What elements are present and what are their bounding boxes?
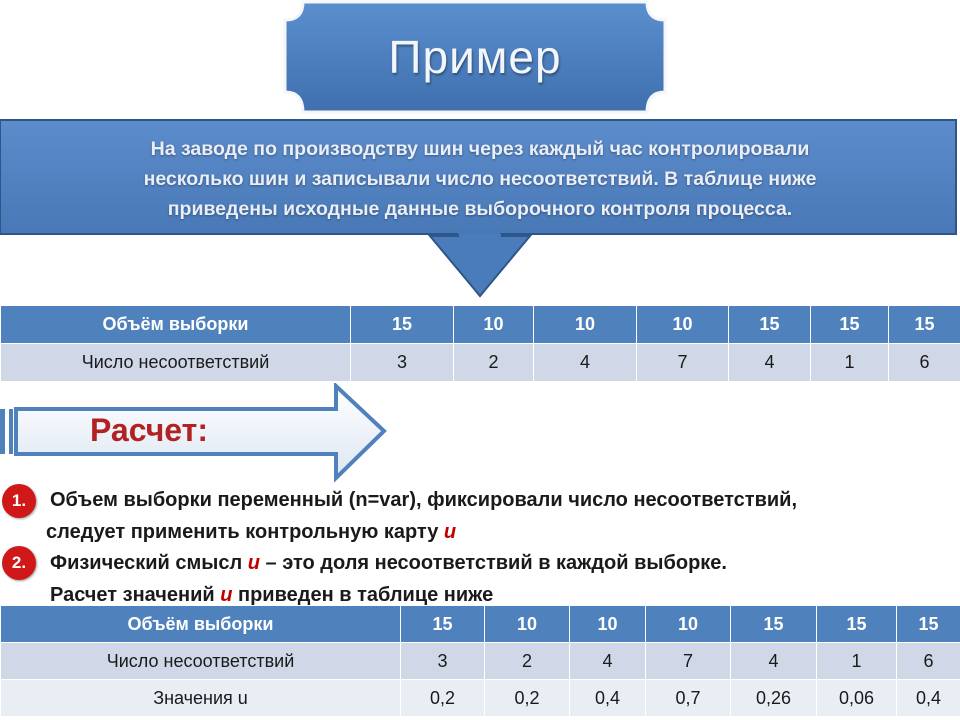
- table-cell: 15: [889, 306, 960, 344]
- table-cell: 1: [817, 643, 897, 680]
- table-cell: 0,7: [646, 680, 731, 717]
- table-cell: 15: [729, 306, 811, 344]
- page-title: Пример: [388, 31, 562, 83]
- row-label-sample-size: Объём выборки: [1, 606, 401, 643]
- point-2-line-2-post: приведен в таблице ниже: [232, 584, 494, 606]
- table-cell: 10: [534, 306, 637, 344]
- problem-line-2: несколько шин и записывали число несоответствий. В таблице ниже: [143, 168, 817, 190]
- row-label-sample-size: Объём выборки: [1, 306, 351, 344]
- point-2-badge: 2.: [2, 546, 36, 580]
- table-cell: 3: [351, 344, 454, 382]
- table-cell: 15: [811, 306, 889, 344]
- table-cell: 0,06: [817, 680, 897, 717]
- table-row: [1, 643, 960, 680]
- table-cell: 2: [485, 643, 570, 680]
- problem-line-3: приведены исходные данные выборочного контроля процесса.: [167, 198, 793, 220]
- point-2-line-1: [50, 552, 727, 575]
- table-cell: 6: [897, 643, 960, 680]
- table-cell: 7: [637, 344, 729, 382]
- table-cell: 2: [454, 344, 534, 382]
- point-1-line-1: Объем выборки переменный (n=var), фиксировали число несоответствий,: [50, 489, 798, 511]
- table-cell: 0,4: [570, 680, 646, 717]
- table-cell: 10: [485, 606, 570, 643]
- table-cell: 15: [731, 606, 817, 643]
- u-symbol: u: [443, 521, 457, 543]
- point-1-badge: 1.: [2, 484, 36, 518]
- table-cell: 0,2: [485, 680, 570, 717]
- table-cell: 10: [646, 606, 731, 643]
- table-cell: 15: [401, 606, 485, 643]
- point-2-line-2-pre: Расчет значений: [50, 584, 221, 606]
- table-cell: 10: [454, 306, 534, 344]
- calc-label: Расчет:: [90, 412, 208, 448]
- table-cell: 6: [889, 344, 960, 382]
- table-cell: 15: [351, 306, 454, 344]
- point-2-line-1-post: – это доля несоответствий в каждой выборке.: [259, 552, 727, 574]
- problem-callout: [0, 118, 960, 300]
- table-row: [1, 680, 960, 717]
- row-label-nonconformities: Число несоответствий: [1, 344, 351, 382]
- u-symbol: u: [247, 552, 260, 574]
- table-row: [1, 606, 960, 643]
- row-label-nonconformities: Число несоответствий: [1, 643, 401, 680]
- table-cell: 10: [570, 606, 646, 643]
- table-cell: 1: [811, 344, 889, 382]
- point-2-line-1-pre: Физический смысл: [50, 552, 248, 574]
- table-row: [1, 306, 960, 344]
- table-cell: 15: [897, 606, 960, 643]
- table-cell: 0,2: [401, 680, 485, 717]
- point-1-line-2: [46, 521, 456, 544]
- table-row: [1, 344, 960, 382]
- u-symbol: u: [220, 584, 233, 606]
- table-cell: 4: [570, 643, 646, 680]
- point-2-line-2: [50, 584, 493, 607]
- point-1-line-2-text: следует применить контрольную карту: [46, 521, 444, 543]
- problem-text: [20, 134, 940, 224]
- source-data-table: [0, 305, 960, 382]
- table-cell: 0,26: [731, 680, 817, 717]
- table-cell: 3: [401, 643, 485, 680]
- title-plaque: [283, 0, 667, 114]
- row-label-u-values: Значения u: [1, 680, 401, 717]
- calculated-values-table: [0, 605, 960, 717]
- problem-line-1: На заводе по производству шин через каждый час контролировали: [150, 138, 810, 160]
- table-cell: 0,4: [897, 680, 960, 717]
- table-cell: 4: [534, 344, 637, 382]
- table-cell: 4: [729, 344, 811, 382]
- table-cell: 4: [731, 643, 817, 680]
- table-cell: 7: [646, 643, 731, 680]
- table-cell: 10: [637, 306, 729, 344]
- table-cell: 15: [817, 606, 897, 643]
